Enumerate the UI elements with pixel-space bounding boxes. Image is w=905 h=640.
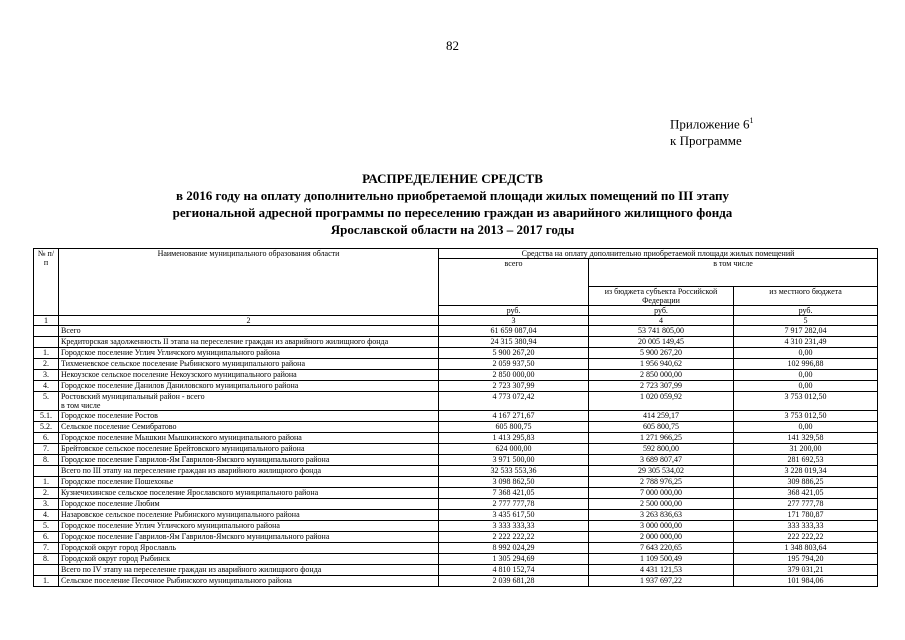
row-name: Городской округ город Рыбинск <box>59 554 439 565</box>
title-line3: региональной адресной программы по переселению граждан из аварийного жилищного фонда <box>172 205 733 220</box>
row-number: 4. <box>34 510 59 521</box>
row-total: 4 167 271,67 <box>439 411 589 422</box>
row-number: 6. <box>34 532 59 543</box>
row-number <box>34 565 59 576</box>
row-name: Назаровское сельское поселение Рыбинского муниципального района <box>59 510 439 521</box>
row-federal: 2 850 000,00 <box>589 370 734 381</box>
row-federal: 592 800,00 <box>589 444 734 455</box>
row-local: 141 329,58 <box>734 433 878 444</box>
row-federal: 2 000 000,00 <box>589 532 734 543</box>
row-name: Городское поселение Ростов <box>59 411 439 422</box>
header-including: в том числе <box>589 259 878 287</box>
row-number: 2. <box>34 488 59 499</box>
table-row <box>34 576 878 587</box>
row-name: Городское поселение Мышкин Мышкинского муниципального района <box>59 433 439 444</box>
row-total: 61 659 087,04 <box>439 326 589 337</box>
row-name: Городское поселение Углич Угличского муниципального района <box>59 521 439 532</box>
row-name: Сельское поселение Семибратово <box>59 422 439 433</box>
row-local: 368 421,05 <box>734 488 878 499</box>
row-local: 0,00 <box>734 370 878 381</box>
row-number: 1. <box>34 576 59 587</box>
row-local: 0,00 <box>734 381 878 392</box>
row-local: 102 996,88 <box>734 359 878 370</box>
row-name: Всего по IV этапу на переселение граждан из аварийного жилищного фонда <box>59 565 439 576</box>
row-name: Городское поселение Гаврилов-Ям Гаврилов-Ямского муниципального района <box>59 532 439 543</box>
row-number <box>34 466 59 477</box>
table-row <box>34 433 878 444</box>
row-local: 4 310 231,49 <box>734 337 878 348</box>
row-federal: 5 900 267,20 <box>589 348 734 359</box>
row-total: 2 039 681,28 <box>439 576 589 587</box>
row-federal: 3 000 000,00 <box>589 521 734 532</box>
row-number: 3. <box>34 370 59 381</box>
row-number: 1. <box>34 477 59 488</box>
row-federal: 2 788 976,25 <box>589 477 734 488</box>
row-total: 4 810 152,74 <box>439 565 589 576</box>
table-row <box>34 499 878 510</box>
row-name: Городское поселение Углич Угличского муниципального района <box>59 348 439 359</box>
row-federal: 20 005 149,45 <box>589 337 734 348</box>
appendix-caption <box>670 112 754 149</box>
row-local: 1 348 803,64 <box>734 543 878 554</box>
row-federal: 1 956 940,62 <box>589 359 734 370</box>
table-row <box>34 359 878 370</box>
row-total: 2 723 307,99 <box>439 381 589 392</box>
row-number: 7. <box>34 543 59 554</box>
table-row <box>34 348 878 359</box>
row-local: 171 780,87 <box>734 510 878 521</box>
table-row <box>34 532 878 543</box>
row-total: 1 305 294,69 <box>439 554 589 565</box>
row-name-line2: в том числе <box>61 401 101 410</box>
table-row <box>34 510 878 521</box>
row-federal: 2 723 307,99 <box>589 381 734 392</box>
row-federal: 414 259,17 <box>589 411 734 422</box>
col-index-2: 2 <box>59 316 439 326</box>
col-index-3: 3 <box>439 316 589 326</box>
row-federal: 1 109 500,49 <box>589 554 734 565</box>
row-total: 3 971 500,00 <box>439 455 589 466</box>
document-title <box>0 170 905 238</box>
row-federal: 29 305 534,02 <box>589 466 734 477</box>
row-name-line1: Ростовский муниципальный район - всего <box>61 392 205 401</box>
row-number: 5.2. <box>34 422 59 433</box>
row-name: Городское поселение Любим <box>59 499 439 510</box>
row-number: 1. <box>34 348 59 359</box>
appendix-line1: Приложение 6 <box>670 116 750 132</box>
appendix-line2: к Программе <box>670 133 742 149</box>
row-local: 309 886,25 <box>734 477 878 488</box>
row-federal: 7 643 220,65 <box>589 543 734 554</box>
table-row <box>34 477 878 488</box>
row-number <box>34 326 59 337</box>
row-name: Тихменевское сельское поселение Рыбинского муниципального района <box>59 359 439 370</box>
row-number <box>34 337 59 348</box>
row-total: 3 435 617,50 <box>439 510 589 521</box>
table-row <box>34 392 878 411</box>
row-local: 7 917 282,04 <box>734 326 878 337</box>
row-name: Всего <box>59 326 439 337</box>
row-name <box>59 392 439 411</box>
table-row <box>34 444 878 455</box>
table-row <box>34 466 878 477</box>
row-name: Всего по III этапу на переселение граждан из аварийного жилищного фонда <box>59 466 439 477</box>
header-num: № п/п <box>34 249 59 316</box>
col-index-4: 4 <box>589 316 734 326</box>
row-number: 5.1. <box>34 411 59 422</box>
table-row <box>34 337 878 348</box>
header-unit-federal: руб. <box>589 306 734 316</box>
table-row <box>34 381 878 392</box>
row-number: 8. <box>34 554 59 565</box>
row-local: 277 777,78 <box>734 499 878 510</box>
row-local: 0,00 <box>734 422 878 433</box>
row-name: Городское поселение Гаврилов-Ям Гаврилов-Ямского муниципального района <box>59 455 439 466</box>
row-total: 32 533 553,36 <box>439 466 589 477</box>
row-total: 605 800,75 <box>439 422 589 433</box>
row-local: 333 333,33 <box>734 521 878 532</box>
row-total: 7 368 421,05 <box>439 488 589 499</box>
table-row <box>34 554 878 565</box>
row-local: 379 031,21 <box>734 565 878 576</box>
row-total: 3 098 862,50 <box>439 477 589 488</box>
row-name: Брейтовское сельское поселение Брейтовского муниципального района <box>59 444 439 455</box>
row-name: Городской округ город Ярославль <box>59 543 439 554</box>
row-total: 2 850 000,00 <box>439 370 589 381</box>
row-name: Сельское поселение Песочное Рыбинского муниципального района <box>59 576 439 587</box>
row-number: 8. <box>34 455 59 466</box>
row-total: 1 413 295,83 <box>439 433 589 444</box>
row-name: Городское поселение Данилов Даниловского муниципального района <box>59 381 439 392</box>
row-name: Кузнечихинское сельское поселение Ярославского муниципального района <box>59 488 439 499</box>
row-federal: 1 271 966,25 <box>589 433 734 444</box>
title-line4: Ярославской области на 2013 – 2017 годы <box>330 222 575 237</box>
row-number: 6. <box>34 433 59 444</box>
row-local: 31 200,00 <box>734 444 878 455</box>
table-row <box>34 422 878 433</box>
table-row <box>34 565 878 576</box>
header-federal: из бюджета субъекта Российской Федерации <box>589 287 734 306</box>
row-number: 2. <box>34 359 59 370</box>
table-row <box>34 488 878 499</box>
row-name: Городское поселение Пошехонье <box>59 477 439 488</box>
row-number: 7. <box>34 444 59 455</box>
header-unit-total: руб. <box>439 306 589 316</box>
table-row <box>34 455 878 466</box>
row-local: 3 753 012,50 <box>734 411 878 422</box>
header-unit-local: руб. <box>734 306 878 316</box>
row-local: 101 984,06 <box>734 576 878 587</box>
row-total: 3 333 333,33 <box>439 521 589 532</box>
row-federal: 1 937 697,22 <box>589 576 734 587</box>
row-total: 5 900 267,20 <box>439 348 589 359</box>
row-local: 281 692,53 <box>734 455 878 466</box>
header-name: Наименование муниципального образования области <box>59 249 439 316</box>
row-number: 3. <box>34 499 59 510</box>
table-header <box>34 249 878 326</box>
row-federal: 2 500 000,00 <box>589 499 734 510</box>
row-federal: 7 000 000,00 <box>589 488 734 499</box>
row-federal: 4 431 121,53 <box>589 565 734 576</box>
page-number: 82 <box>446 38 459 53</box>
row-number: 5. <box>34 392 59 411</box>
table-row <box>34 521 878 532</box>
row-federal: 1 020 059,92 <box>589 392 734 411</box>
row-local: 195 794,20 <box>734 554 878 565</box>
col-index-1: 1 <box>34 316 59 326</box>
row-federal: 3 689 807,47 <box>589 455 734 466</box>
title-line1: РАСПРЕДЕЛЕНИЕ СРЕДСТВ <box>362 171 543 186</box>
row-local: 0,00 <box>734 348 878 359</box>
table-row <box>34 326 878 337</box>
row-federal: 53 741 805,00 <box>589 326 734 337</box>
row-number: 5. <box>34 521 59 532</box>
row-local: 3 228 019,34 <box>734 466 878 477</box>
row-local: 222 222,22 <box>734 532 878 543</box>
header-total: всего <box>439 259 589 306</box>
row-federal: 3 263 836,63 <box>589 510 734 521</box>
row-federal: 605 800,75 <box>589 422 734 433</box>
table-body <box>34 326 878 587</box>
row-total: 2 222 222,22 <box>439 532 589 543</box>
table-row <box>34 411 878 422</box>
row-local: 3 753 012,50 <box>734 392 878 411</box>
row-total: 8 992 024,29 <box>439 543 589 554</box>
table-row <box>34 543 878 554</box>
row-total: 624 000,00 <box>439 444 589 455</box>
header-funds: Средства на оплату дополнительно приобретаемой площади жилых помещений <box>439 249 878 259</box>
col-index-5: 5 <box>734 316 878 326</box>
row-name: Некоузское сельское поселение Некоузского муниципального района <box>59 370 439 381</box>
row-total: 24 315 380,94 <box>439 337 589 348</box>
row-total: 2 777 777,78 <box>439 499 589 510</box>
title-line2: в 2016 году на оплату дополнительно приобретаемой площади жилых помещений по III этапу <box>175 188 730 203</box>
funds-table <box>33 248 878 587</box>
appendix-superscript: 1 <box>749 116 754 125</box>
row-number: 4. <box>34 381 59 392</box>
row-total: 4 773 072,42 <box>439 392 589 411</box>
row-name: Кредиторская задолженность II этапа на переселение граждан из аварийного жилищного фонда <box>59 337 439 348</box>
table-row <box>34 370 878 381</box>
row-total: 2 059 937,50 <box>439 359 589 370</box>
header-local: из местного бюджета <box>734 287 878 306</box>
